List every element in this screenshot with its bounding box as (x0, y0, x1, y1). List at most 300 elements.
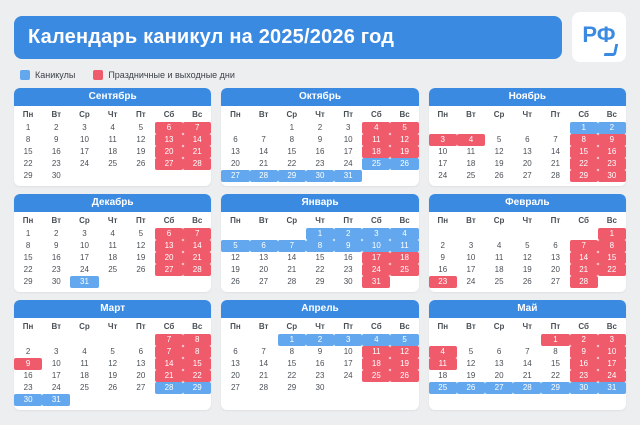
day-cell[interactable] (250, 158, 278, 170)
day-cell[interactable] (183, 122, 211, 134)
day-cell[interactable] (99, 370, 127, 382)
day-cell[interactable] (221, 240, 249, 252)
day-cell[interactable] (334, 158, 362, 170)
day-cell[interactable] (127, 346, 155, 358)
day-cell[interactable] (127, 240, 155, 252)
day-cell[interactable] (570, 334, 598, 346)
day-cell[interactable] (513, 134, 541, 146)
day-cell[interactable] (598, 158, 626, 170)
week-row (14, 370, 211, 382)
day-cell[interactable] (278, 276, 306, 288)
day-cell[interactable] (42, 394, 70, 406)
day-cell[interactable] (457, 240, 485, 252)
day-cell[interactable] (221, 358, 249, 370)
day-cell[interactable] (278, 370, 306, 382)
day-cell[interactable] (513, 170, 541, 182)
day-cell[interactable] (42, 382, 70, 394)
day-cell[interactable] (14, 252, 42, 264)
day-cell[interactable] (127, 264, 155, 276)
day-cell[interactable] (14, 358, 42, 370)
day-cell[interactable] (14, 276, 42, 288)
day-cell[interactable] (306, 146, 334, 158)
day-cell[interactable] (362, 276, 390, 288)
day-cell[interactable] (334, 252, 362, 264)
day-cell[interactable] (183, 382, 211, 394)
day-cell[interactable] (429, 240, 457, 252)
day-cell[interactable] (42, 252, 70, 264)
day-cell[interactable] (306, 264, 334, 276)
day-cell[interactable] (541, 158, 569, 170)
day-cell[interactable] (390, 358, 418, 370)
day-cell[interactable] (99, 134, 127, 146)
day-cell[interactable] (70, 240, 98, 252)
day-cell[interactable] (250, 358, 278, 370)
day-cell[interactable] (513, 346, 541, 358)
day-cell[interactable] (390, 252, 418, 264)
legend-swatch-holiday-icon (93, 70, 103, 80)
day-cell[interactable] (485, 382, 513, 394)
day-cell[interactable] (278, 134, 306, 146)
day-cell[interactable] (70, 134, 98, 146)
day-cell[interactable] (221, 370, 249, 382)
day-cell[interactable] (334, 264, 362, 276)
day-cell[interactable] (570, 158, 598, 170)
day-cell[interactable] (598, 146, 626, 158)
day-cell[interactable] (14, 264, 42, 276)
day-cell[interactable] (390, 346, 418, 358)
day-cell[interactable] (155, 122, 183, 134)
day-cell[interactable] (485, 170, 513, 182)
day-cell[interactable] (390, 122, 418, 134)
day-cell[interactable] (221, 276, 249, 288)
day-cell[interactable] (127, 228, 155, 240)
day-cell[interactable] (14, 240, 42, 252)
day-cell[interactable] (334, 358, 362, 370)
day-cell[interactable] (485, 358, 513, 370)
day-cell[interactable] (14, 370, 42, 382)
day-cell[interactable] (541, 370, 569, 382)
day-cell[interactable] (334, 276, 362, 288)
day-cell[interactable] (155, 134, 183, 146)
day-cell[interactable] (390, 240, 418, 252)
day-cell[interactable] (155, 370, 183, 382)
day-cell[interactable] (570, 170, 598, 182)
day-cell[interactable] (457, 382, 485, 394)
day-cell[interactable] (183, 228, 211, 240)
day-cell[interactable] (429, 158, 457, 170)
day-cell[interactable] (99, 146, 127, 158)
day-cell[interactable] (570, 134, 598, 146)
day-cell[interactable] (598, 134, 626, 146)
day-number: 26 (457, 382, 485, 394)
day-cell[interactable] (362, 334, 390, 346)
day-cell[interactable] (541, 334, 569, 346)
day-cell[interactable] (183, 358, 211, 370)
day-number: 20 (551, 265, 560, 274)
day-cell[interactable] (570, 252, 598, 264)
day-cell[interactable] (429, 170, 457, 182)
day-cell[interactable] (570, 346, 598, 358)
day-cell[interactable] (278, 334, 306, 346)
day-cell[interactable] (570, 370, 598, 382)
day-cell[interactable] (155, 334, 183, 346)
day-cell[interactable] (541, 240, 569, 252)
day-cell[interactable] (14, 158, 42, 170)
day-cell[interactable] (99, 382, 127, 394)
day-cell[interactable] (334, 134, 362, 146)
day-number: 12 (108, 359, 118, 368)
day-cell[interactable] (127, 134, 155, 146)
day-cell[interactable] (334, 122, 362, 134)
day-cell[interactable] (390, 134, 418, 146)
day-cell[interactable] (457, 158, 485, 170)
day-cell[interactable] (183, 252, 211, 264)
day-cell[interactable] (306, 252, 334, 264)
day-cell[interactable] (306, 276, 334, 288)
week-row (429, 346, 626, 358)
day-cell[interactable] (457, 264, 485, 276)
day-cell[interactable] (221, 346, 249, 358)
day-cell[interactable] (42, 158, 70, 170)
day-cell[interactable] (183, 134, 211, 146)
day-cell[interactable] (457, 370, 485, 382)
day-cell[interactable] (278, 264, 306, 276)
day-cell[interactable] (306, 346, 334, 358)
day-cell[interactable] (127, 158, 155, 170)
day-cell[interactable] (278, 122, 306, 134)
day-cell[interactable] (334, 170, 362, 182)
day-cell[interactable] (70, 370, 98, 382)
day-cell[interactable] (541, 276, 569, 288)
day-cell[interactable] (278, 158, 306, 170)
day-cell[interactable] (334, 334, 362, 346)
day-cell[interactable] (429, 276, 457, 288)
day-cell[interactable] (127, 146, 155, 158)
day-cell[interactable] (42, 228, 70, 240)
day-cell[interactable] (306, 228, 334, 240)
day-cell[interactable] (598, 358, 626, 370)
day-cell[interactable] (390, 146, 418, 158)
day-cell[interactable] (598, 346, 626, 358)
day-cell[interactable] (485, 346, 513, 358)
day-cell[interactable] (513, 146, 541, 158)
day-cell[interactable] (598, 334, 626, 346)
day-cell[interactable] (250, 252, 278, 264)
day-cell[interactable] (99, 358, 127, 370)
day-cell[interactable] (278, 382, 306, 394)
day-cell[interactable] (541, 146, 569, 158)
day-cell[interactable] (42, 134, 70, 146)
day-cell[interactable] (155, 382, 183, 394)
day-cell[interactable] (250, 240, 278, 252)
day-cell[interactable] (334, 346, 362, 358)
day-cell[interactable] (278, 240, 306, 252)
day-cell[interactable] (14, 134, 42, 146)
day-cell[interactable] (278, 346, 306, 358)
day-cell[interactable] (99, 346, 127, 358)
day-cell[interactable] (390, 158, 418, 170)
day-cell[interactable] (541, 252, 569, 264)
day-cell[interactable] (429, 252, 457, 264)
day-cell[interactable] (485, 158, 513, 170)
day-cell[interactable] (513, 276, 541, 288)
day-cell[interactable] (429, 264, 457, 276)
day-cell[interactable] (306, 334, 334, 346)
day-cell[interactable] (221, 382, 249, 394)
day-cell[interactable] (390, 228, 418, 240)
day-cell[interactable] (221, 252, 249, 264)
day-cell[interactable] (598, 382, 626, 394)
day-number: 3 (598, 334, 626, 346)
day-cell[interactable] (485, 240, 513, 252)
day-cell[interactable] (155, 228, 183, 240)
day-cell[interactable] (99, 122, 127, 134)
day-cell[interactable] (429, 358, 457, 370)
day-cell[interactable] (306, 382, 334, 394)
day-cell[interactable] (70, 276, 98, 288)
day-cell[interactable] (485, 146, 513, 158)
day-cell[interactable] (42, 170, 70, 182)
month-name: Май (429, 300, 626, 318)
day-cell[interactable] (390, 370, 418, 382)
day-cell[interactable] (513, 382, 541, 394)
day-number: 10 (343, 135, 353, 144)
day-cell[interactable] (513, 158, 541, 170)
day-cell[interactable] (278, 358, 306, 370)
day-cell[interactable] (362, 228, 390, 240)
week-row (429, 228, 626, 240)
day-cell[interactable] (183, 370, 211, 382)
day-cell[interactable] (485, 252, 513, 264)
months-grid (14, 88, 626, 410)
day-number: 16 (51, 147, 61, 156)
day-cell[interactable] (362, 122, 390, 134)
month-table (14, 214, 211, 288)
day-cell[interactable] (334, 228, 362, 240)
day-cell[interactable] (221, 158, 249, 170)
day-cell[interactable] (127, 382, 155, 394)
day-cell[interactable] (306, 122, 334, 134)
day-cell[interactable] (70, 122, 98, 134)
day-cell[interactable] (70, 158, 98, 170)
day-cell[interactable] (278, 170, 306, 182)
day-cell[interactable] (127, 252, 155, 264)
day-cell[interactable] (570, 240, 598, 252)
day-cell[interactable] (306, 170, 334, 182)
day-cell[interactable] (457, 358, 485, 370)
day-cell[interactable] (390, 334, 418, 346)
day-cell[interactable] (183, 240, 211, 252)
day-cell[interactable] (429, 346, 457, 358)
day-cell[interactable] (183, 334, 211, 346)
day-cell[interactable] (155, 346, 183, 358)
day-cell[interactable] (306, 240, 334, 252)
day-cell[interactable] (127, 358, 155, 370)
day-cell[interactable] (457, 146, 485, 158)
day-cell[interactable] (570, 358, 598, 370)
day-cell[interactable] (14, 170, 42, 182)
day-number: 3 (468, 241, 474, 250)
day-cell[interactable] (221, 264, 249, 276)
day-cell[interactable] (429, 382, 457, 394)
day-cell[interactable] (127, 370, 155, 382)
day-cell[interactable] (14, 394, 42, 406)
day-number: 12 (390, 134, 418, 146)
day-cell[interactable] (70, 146, 98, 158)
day-cell[interactable] (14, 146, 42, 158)
day-cell[interactable] (362, 358, 390, 370)
day-cell[interactable] (70, 252, 98, 264)
day-cell[interactable] (457, 276, 485, 288)
day-cell[interactable] (541, 170, 569, 182)
day-cell[interactable] (429, 370, 457, 382)
day-number: 6 (155, 228, 183, 240)
day-cell[interactable] (155, 240, 183, 252)
day-cell[interactable] (570, 382, 598, 394)
day-cell[interactable] (183, 264, 211, 276)
day-cell[interactable] (334, 370, 362, 382)
day-cell[interactable] (155, 252, 183, 264)
weekday-header: Пт (343, 216, 353, 225)
day-cell[interactable] (306, 134, 334, 146)
day-cell[interactable] (306, 370, 334, 382)
day-cell[interactable] (513, 252, 541, 264)
day-cell[interactable] (362, 370, 390, 382)
day-cell[interactable] (14, 122, 42, 134)
week-row (221, 134, 418, 146)
day-cell[interactable] (127, 122, 155, 134)
day-cell[interactable] (278, 146, 306, 158)
day-cell[interactable] (457, 170, 485, 182)
day-cell[interactable] (334, 146, 362, 158)
day-cell[interactable] (221, 146, 249, 158)
day-cell[interactable] (99, 252, 127, 264)
day-cell[interactable] (42, 264, 70, 276)
weekday-header-row (221, 320, 418, 334)
day-cell[interactable] (70, 228, 98, 240)
day-cell[interactable] (429, 134, 457, 146)
day-cell[interactable] (485, 276, 513, 288)
day-cell[interactable] (221, 134, 249, 146)
day-cell[interactable] (429, 146, 457, 158)
day-cell[interactable] (155, 358, 183, 370)
day-cell[interactable] (306, 158, 334, 170)
day-cell[interactable] (570, 122, 598, 134)
day-cell[interactable] (250, 382, 278, 394)
day-cell[interactable] (362, 158, 390, 170)
day-cell[interactable] (42, 146, 70, 158)
day-cell[interactable] (598, 252, 626, 264)
day-cell[interactable] (598, 264, 626, 276)
day-cell[interactable] (70, 382, 98, 394)
day-cell[interactable] (250, 276, 278, 288)
day-cell[interactable] (390, 264, 418, 276)
day-cell[interactable] (598, 240, 626, 252)
day-cell[interactable] (457, 134, 485, 146)
day-cell[interactable] (570, 146, 598, 158)
day-cell[interactable] (99, 240, 127, 252)
day-cell[interactable] (221, 170, 249, 182)
week-row (429, 358, 626, 370)
day-cell[interactable] (457, 252, 485, 264)
day-cell[interactable] (42, 276, 70, 288)
day-number: 19 (108, 371, 118, 380)
day-cell[interactable] (14, 382, 42, 394)
day-cell[interactable] (362, 134, 390, 146)
day-cell[interactable] (570, 264, 598, 276)
day-cell[interactable] (278, 252, 306, 264)
day-cell[interactable] (42, 240, 70, 252)
day-cell[interactable] (250, 146, 278, 158)
day-cell[interactable] (570, 276, 598, 288)
day-cell[interactable] (99, 264, 127, 276)
day-cell[interactable] (513, 240, 541, 252)
day-cell[interactable] (155, 264, 183, 276)
day-number: 19 (390, 358, 418, 370)
day-cell[interactable] (513, 358, 541, 370)
day-cell[interactable] (541, 346, 569, 358)
day-cell[interactable] (70, 264, 98, 276)
day-cell[interactable] (70, 346, 98, 358)
day-cell[interactable] (541, 134, 569, 146)
day-cell[interactable] (42, 370, 70, 382)
day-cell[interactable] (99, 158, 127, 170)
day-cell[interactable] (598, 228, 626, 240)
day-cell[interactable] (598, 170, 626, 182)
day-cell[interactable] (183, 146, 211, 158)
day-cell[interactable] (70, 358, 98, 370)
day-cell[interactable] (306, 358, 334, 370)
day-cell[interactable] (155, 146, 183, 158)
day-cell[interactable] (183, 158, 211, 170)
day-cell[interactable] (362, 240, 390, 252)
day-cell[interactable] (42, 346, 70, 358)
day-cell[interactable] (362, 346, 390, 358)
empty-cell (155, 170, 183, 182)
day-cell[interactable] (485, 370, 513, 382)
day-cell[interactable] (250, 346, 278, 358)
day-cell[interactable] (362, 252, 390, 264)
week-row (429, 276, 626, 288)
day-cell[interactable] (541, 382, 569, 394)
day-cell[interactable] (513, 370, 541, 382)
day-cell[interactable] (457, 346, 485, 358)
day-cell[interactable] (183, 346, 211, 358)
day-cell[interactable] (485, 264, 513, 276)
day-cell[interactable] (250, 264, 278, 276)
day-cell[interactable] (14, 228, 42, 240)
day-number: 4 (362, 334, 390, 346)
day-cell[interactable] (513, 264, 541, 276)
day-cell[interactable] (250, 370, 278, 382)
day-cell[interactable] (14, 346, 42, 358)
day-cell[interactable] (250, 134, 278, 146)
day-cell[interactable] (598, 370, 626, 382)
day-cell[interactable] (155, 158, 183, 170)
day-cell[interactable] (362, 264, 390, 276)
day-cell[interactable] (362, 146, 390, 158)
day-cell[interactable] (42, 358, 70, 370)
day-cell[interactable] (598, 122, 626, 134)
day-cell[interactable] (250, 170, 278, 182)
day-cell[interactable] (42, 122, 70, 134)
day-cell[interactable] (541, 358, 569, 370)
week-row (221, 158, 418, 170)
day-cell[interactable] (99, 228, 127, 240)
day-cell[interactable] (334, 240, 362, 252)
day-cell[interactable] (541, 264, 569, 276)
day-cell[interactable] (485, 134, 513, 146)
